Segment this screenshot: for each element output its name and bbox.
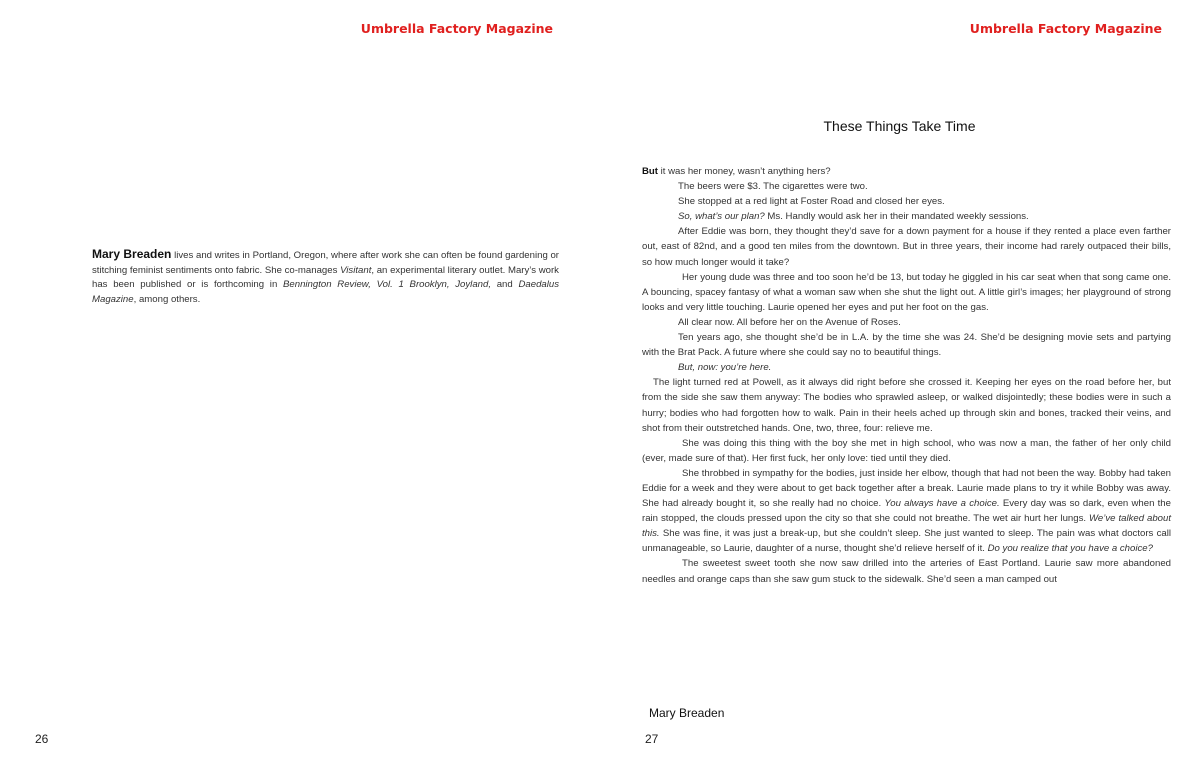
paragraph-italic: But, now: you’re here. (678, 362, 772, 374)
bio-outlet: Visitant (340, 264, 372, 276)
story-paragraph: After Eddie was born, they thought they’d save for a down payment for a house if they rented a place even farther out, east of 82nd, and a good ten miles from the downtown. But in three years, their income had rarely outpaced their bills, so how much longer would it take? (642, 226, 1171, 268)
story-title: These Things Take Time (823, 118, 976, 134)
magazine-header: Umbrella Factory Magazine (969, 21, 1162, 36)
story-paragraph (642, 164, 1171, 179)
right-page (600, 0, 1199, 759)
paragraph-italic: You always have a choice. (884, 498, 1000, 510)
story-paragraph: She was doing this thing with the boy she met in high school, who was now a man, the father of her only child (ever, made sure of that). Her first fuck, her only love: tied until they died. (642, 437, 1171, 464)
bio-text: , an experimental literary outlet. Mary’s work has been published or is forthcoming in (92, 264, 559, 290)
bio-text: , among others. (133, 293, 201, 305)
page-number: 26 (35, 732, 49, 746)
author-footer: Mary Breaden (649, 706, 725, 720)
bio-text: lives and writes in Portland, Oregon, where after work she can often be found gardening or stitching feminist sentiments onto fabric. She co-manages (92, 250, 560, 276)
paragraph-text: She throbbed in sympathy for the bodies, just inside her elbow, though that had not been the way. Bobby had taken Eddie for a week and they were about to get back together after a break. Laurie made plans to try it while Bobby was away. She had already bought it, so she really had no choice. (642, 467, 1171, 510)
paragraph-italic: We’ve talked about this. (642, 513, 1172, 540)
bio-publication: Daedalus Magazine (92, 279, 560, 305)
story-body (642, 164, 1171, 587)
story-paragraph: She stopped at a red light at Foster Road and closed her eyes. (678, 196, 945, 208)
paragraph-text: Every day was so dark, even when the rain stopped, the clouds pressed upon the city so that she could not breathe. The wet air hurt her lungs. (642, 498, 1171, 525)
story-paragraph (642, 209, 1171, 224)
bio-text: and (491, 279, 519, 290)
bio-publications: Bennington Review, Vol. 1 Brooklyn, Joyland, (283, 279, 491, 290)
story-paragraph: The beers were $3. The cigarettes were two. (678, 181, 868, 193)
author-bio (92, 247, 559, 307)
magazine-header: Umbrella Factory Magazine (360, 21, 553, 36)
paragraph-text: it was her money, wasn’t anything hers? (657, 166, 831, 177)
bio-author-name: Mary Breaden (92, 247, 172, 261)
lead-word: But (642, 166, 658, 177)
story-paragraph: All clear now. All before her on the Avenue of Roses. (678, 316, 901, 328)
story-paragraph: Ten years ago, she thought she’d be in L.A. by the time she was 24. She’d be designing movie sets and partying with the Brat Pack. A future where she could say no to beautiful things. (642, 332, 1171, 359)
paragraph-text: She was fine, it was just a break-up, but she couldn’t sleep. She just wanted to sleep. The pain was what doctors call unmanageable, so Laurie, daughter of a nurse, thought she’d relieve herself of it. (642, 528, 1171, 555)
page-number: 27 (645, 732, 659, 746)
story-paragraph: Her young dude was three and too soon he’d be 13, but today he giggled in his car seat when that song came one. A bouncing, spacey fantasy of what a woman saw when she shut the light out. A little girl’s images; her playground of strong looks and very little touching. Laurie opened her eyes and put her foot on the gas. (642, 271, 1171, 313)
paragraph-text: Ms. Handly would ask her in their mandated weekly sessions. (764, 211, 1029, 223)
story-paragraph (642, 360, 1171, 375)
story-paragraph: The light turned red at Powell, as it always did right before she crossed it. Keeping her eyes on the road before her, but from the side she saw them anyway: The bodies who sprawled asleep, or walked disjointedly; these bodies were in such a hurry; bodies who had forgotten how to walk. Pain in their heels ached up through skin and bones, tracked their veins, and shot from their outstretched hands. One, two, three, four: relieve me. (642, 377, 1171, 434)
paragraph-italic: So, what’s our plan? (678, 211, 765, 223)
paragraph-italic: Do you realize that you have a choice? (987, 543, 1153, 555)
story-paragraph (642, 466, 1171, 557)
story-paragraph: The sweetest sweet tooth she now saw drilled into the arteries of East Portland. Laurie saw more abandoned needles and orange caps than she saw gum stuck to the sidewalk. She’d seen a man camped out (642, 558, 1171, 585)
